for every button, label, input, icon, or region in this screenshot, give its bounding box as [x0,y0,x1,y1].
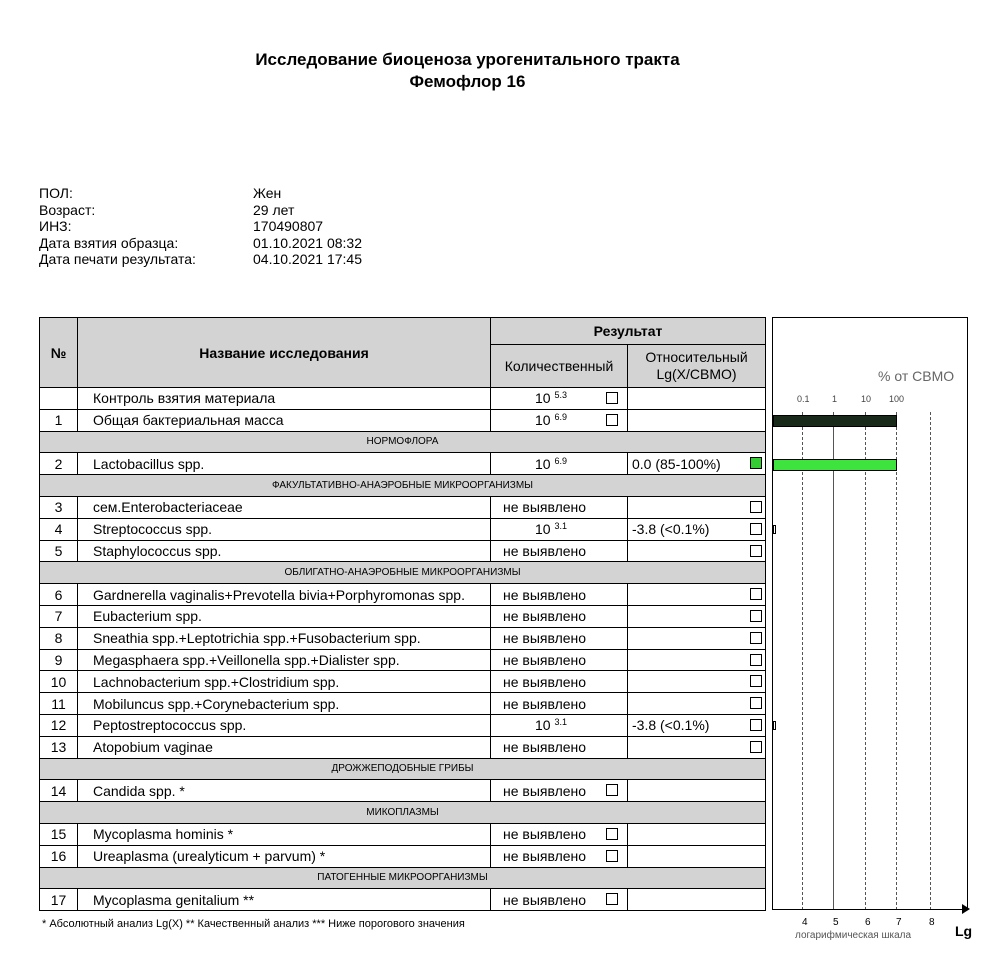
patient-value: Жен [253,185,282,201]
row-number: 6 [40,584,78,606]
test-name: Mycoplasma hominis * [78,823,491,845]
table-row [40,845,766,867]
patient-row [39,235,362,252]
indicator-box-icon [750,741,762,753]
rel-cell [628,671,766,693]
quant-value: не выявлено [503,695,587,712]
row-number: 17 [40,889,78,911]
rel-cell [628,823,766,845]
patient-value: 170490807 [253,218,324,234]
rel-cell [628,584,766,606]
table-row [40,409,766,431]
row-number: 5 [40,540,78,562]
indicator-box-icon [750,501,762,513]
quant-value: не выявлено [503,826,587,843]
test-name: Streptococcus spp. [78,518,491,540]
quant-exponent: 6.9 [554,455,567,466]
section-header [40,431,766,453]
quant-value: не выявлено [503,542,587,559]
table-row [40,388,766,410]
quant-value [501,390,601,406]
quant-cell [491,736,628,758]
indicator-box-icon [750,588,762,600]
indicator-box-icon [750,457,762,469]
section-header [40,475,766,497]
patient-value: 29 лет [253,201,295,218]
quant-cell [491,671,628,693]
rel-cell [628,693,766,715]
quant-value: не выявлено [503,608,587,625]
test-name: Ureaplasma (urealyticum + parvum) * [78,845,491,867]
section-header [40,802,766,824]
bar-total-mass [773,415,897,427]
scale-top-label: 0.1 [797,394,810,404]
indicator-box-icon [606,828,618,840]
patient-label: ИНЗ: [39,218,72,234]
axis-tick-label: 7 [896,917,902,928]
table-row [40,540,766,562]
row-number: 4 [40,518,78,540]
quant-exponent: 3.1 [554,521,567,532]
section-header [40,867,766,889]
table-row [40,584,766,606]
quant-base: 10 [535,412,551,429]
patient-label: Возраст: [39,201,96,218]
col-rel-header-line2: Lg(X/СВМО) [656,366,737,382]
test-name: Lachnobacterium spp.+Clostridium spp. [78,671,491,693]
rel-cell [628,409,766,431]
quant-cell [491,693,628,715]
indicator-box-icon [606,850,618,862]
row-number: 14 [40,780,78,802]
row-number: 15 [40,823,78,845]
table-row [40,453,766,475]
table-row [40,649,766,671]
rel-cell [628,453,766,475]
quant-cell [491,540,628,562]
scale-top-label: 1 [832,394,838,404]
indicator-box-icon [750,719,762,731]
col-name-header: Название исследования [78,318,491,388]
quant-cell [491,845,628,867]
quant-cell [491,388,628,410]
rel-cell [628,540,766,562]
axis-tick-label: 4 [802,917,808,928]
rel-cell [628,736,766,758]
quant-cell [491,627,628,649]
row-number: 2 [40,453,78,475]
x-axis [772,909,964,910]
indicator-box-icon [750,610,762,622]
quant-value: не выявлено [503,782,587,799]
patient-label: Дата печати результата: [39,251,196,267]
quant-value [501,456,601,472]
table-row [40,693,766,715]
rel-cell [628,714,766,736]
rel-cell [628,845,766,867]
row-number: 11 [40,693,78,715]
col-number-header: № [40,318,78,388]
patient-row [39,185,362,202]
patient-value: 04.10.2021 17:45 [253,251,362,267]
test-name: Sneathia spp.+Leptotrichia spp.+Fusobacterium spp. [78,627,491,649]
table-row [40,671,766,693]
rel-cell [628,889,766,911]
scale-top-label: 10 [861,394,872,404]
grid-line [833,412,834,910]
quant-cell [491,496,628,518]
row-number: 1 [40,409,78,431]
quant-cell [491,453,628,475]
scale-top-label: 100 [889,394,905,404]
quant-base: 10 [535,455,551,472]
indicator-box-icon [750,545,762,557]
report-subtitle: Фемофлор 16 [409,72,526,91]
quant-exponent: 5.3 [554,390,567,401]
table-row [40,823,766,845]
quant-value: не выявлено [503,848,587,865]
quant-value: не выявлено [503,586,587,603]
col-rel-header-line1: Относительный [645,349,748,365]
quant-value [501,412,601,428]
table-row [40,714,766,736]
results-table [39,317,766,911]
rel-cell [628,649,766,671]
table-row [40,627,766,649]
table-row [40,518,766,540]
axis-label: Lg [955,923,973,939]
table-row [40,605,766,627]
rel-value: -3.8 (<0.1%) [632,717,710,734]
quant-cell [491,714,628,736]
axis-arrow-icon [962,904,970,914]
test-name: Megasphaera spp.+Veillonella spp.+Dialister spp. [78,649,491,671]
quant-value: не выявлено [503,739,587,756]
rel-cell [628,518,766,540]
section-title: ФАКУЛЬТАТИВНО-АНАЭРОБНЫЕ МИКРООРГАНИЗМЫ [40,475,766,497]
row-number: 7 [40,605,78,627]
row-number: 9 [40,649,78,671]
indicator-box-icon [750,675,762,687]
graph-caption: % от СВМО [878,368,955,384]
patient-row [39,251,362,268]
rel-cell [628,496,766,518]
patient-row [39,218,362,235]
test-name: Mobiluncus spp.+Corynebacterium spp. [78,693,491,715]
quant-value [501,717,601,733]
patient-label: ПОЛ: [39,185,73,201]
quant-cell [491,518,628,540]
quant-base: 10 [535,521,551,538]
table-row [40,496,766,518]
row-number: 13 [40,736,78,758]
quant-value: не выявлено [503,499,587,516]
report-title: Исследование биоценоза урогенитального тракта [255,50,680,69]
test-name: Peptostreptococcus spp. [78,714,491,736]
scale-caption: логарифмическая шкала [795,930,912,941]
grid-line [802,412,803,910]
col-quant-header: Количественный [491,345,628,388]
quant-base: 10 [535,390,551,407]
patient-info [39,185,362,268]
quant-base: 10 [535,717,551,734]
row-number [40,388,78,410]
section-title: ПАТОГЕННЫЕ МИКРООРГАНИЗМЫ [40,867,766,889]
test-name: Общая бактериальная масса [78,409,491,431]
quant-value [501,521,601,537]
quant-cell [491,780,628,802]
test-name: Mycoplasma genitalium ** [78,889,491,911]
quant-cell [491,823,628,845]
section-title: НОРМОФЛОРА [40,431,766,453]
indicator-box-icon [750,697,762,709]
quant-cell [491,889,628,911]
quant-value: не выявлено [503,651,587,668]
axis-tick-label: 8 [929,917,935,928]
section-title: МИКОПЛАЗМЫ [40,802,766,824]
indicator-box-icon [606,414,618,426]
test-name: Контроль взятия материала [78,388,491,410]
quant-cell [491,584,628,606]
row-number: 8 [40,627,78,649]
test-name: Staphylococcus spp. [78,540,491,562]
grid-line [930,412,931,910]
quant-exponent: 3.1 [554,717,567,728]
indicator-box-icon [750,523,762,535]
test-name: сем.Enterobacteriaceae [78,496,491,518]
footnote: * Абсолютный анализ Lg(X) ** Качественный анализ *** Ниже порогового значения [42,918,465,930]
section-title: ОБЛИГАТНО-АНАЭРОБНЫЕ МИКРООРГАНИЗМЫ [40,562,766,584]
quant-value: не выявлено [503,630,587,647]
patient-row [39,202,362,219]
quant-cell [491,605,628,627]
grid-line [865,412,866,910]
bar-lactobacillus [773,459,897,471]
indicator-box-icon [606,893,618,905]
test-name: Gardnerella vaginalis+Prevotella bivia+Porphyromonas spp. [78,584,491,606]
axis-tick-label: 5 [833,917,839,928]
row-number: 10 [40,671,78,693]
rel-cell [628,627,766,649]
bar-streptococcus [773,525,776,534]
indicator-box-icon [606,392,618,404]
axis-tick-label: 6 [865,917,871,928]
test-name: Candida spp. * [78,780,491,802]
patient-value: 01.10.2021 08:32 [253,234,362,251]
quant-exponent: 6.9 [554,412,567,423]
rel-cell [628,605,766,627]
rel-cell [628,780,766,802]
log-scale-graph [772,317,968,910]
indicator-box-icon [750,654,762,666]
bar-peptostreptococcus [773,721,776,730]
row-number: 3 [40,496,78,518]
col-rel-header [628,345,766,388]
indicator-box-icon [750,632,762,644]
quant-value: не выявлено [503,673,587,690]
table-row [40,889,766,911]
grid-line [896,412,897,910]
indicator-box-icon [606,784,618,796]
rel-value: -3.8 (<0.1%) [632,521,710,538]
section-header [40,758,766,780]
rel-cell [628,388,766,410]
section-header [40,562,766,584]
patient-label: Дата взятия образца: [39,234,179,251]
row-number: 16 [40,845,78,867]
test-name: Atopobium vaginae [78,736,491,758]
rel-value: 0.0 (85-100%) [632,455,721,472]
row-number: 12 [40,714,78,736]
test-name: Lactobacillus spp. [78,453,491,475]
table-row [40,736,766,758]
quant-cell [491,649,628,671]
table-row [40,780,766,802]
quant-cell [491,409,628,431]
quant-value: не выявлено [503,891,587,908]
col-result-header: Результат [491,318,766,345]
test-name: Eubacterium spp. [78,605,491,627]
section-title: ДРОЖЖЕПОДОБНЫЕ ГРИБЫ [40,758,766,780]
